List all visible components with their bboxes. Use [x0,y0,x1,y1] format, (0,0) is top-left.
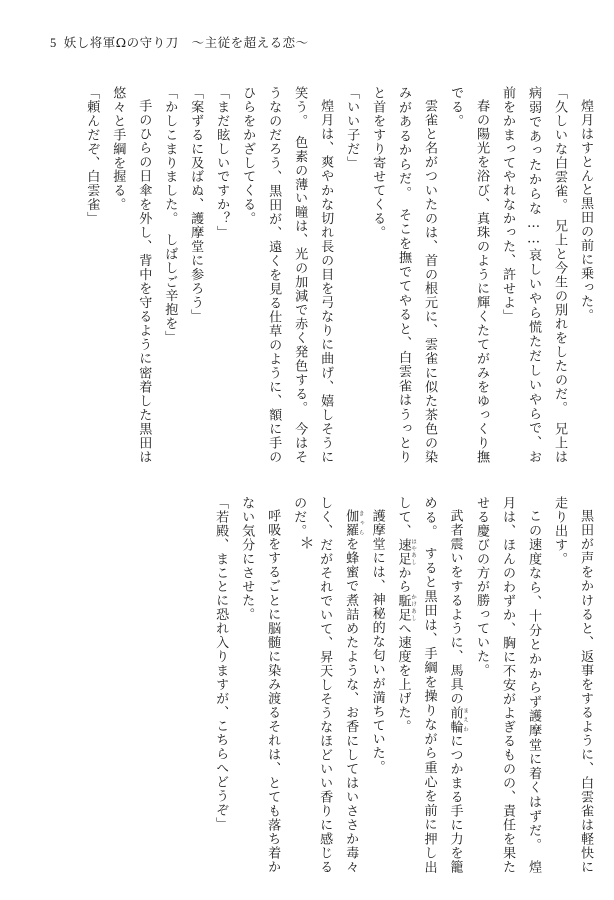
paragraph: 煌月はすとんと黒田の前に乗った。 [578,99,593,323]
paragraph-with-ruby: 武者震いをするように、馬具の前輪 まえわにつかまる手に力を籠める。 すると黒田は、手綱を操りながら重心を前に押し出して、速足 はやあしから駈足 かけあしへ速度を上げた。 [395,496,469,875]
ruby-reading: かけあし [410,593,417,622]
book-title: 妖し将軍Ωの守り刀 〜主従を超える恋〜 [63,35,309,50]
ruby-annotation: 速足 はやあし [395,537,417,566]
paragraph: 手のひらの日傘を外し、背中を守るように密着した黒田は悠々と手綱を握る。 [110,86,152,464]
page-folio-number: 5 [50,36,57,50]
paragraph: 雲雀と名がついたのは、首の根元に、雲雀に似た茶色の染みがあるからだ。 そこを撫でてやると、白雲雀はうっとりと首をすり寄せてくる。 [370,86,438,464]
paragraph: 「久しいな白雲雀。 兄上と今生の別れをしたのだ。 兄上は病弱であったからな……哀しいやら慌ただしいやらで、お前をかまってやれなかった、許せよ」 [500,86,568,464]
paragraph: 「いい子だ」 [344,86,360,170]
paragraph: 護摩堂には、神秘的な匂いが満ちていた。 [369,509,385,775]
ruby-reading: はやあし [410,537,417,566]
paragraph-with-ruby: 伽羅 きゃらを蜂蜜で煮詰めたような、お香にしてはいささか毒々しく、だがそれでいて、昇天しそうなほどいい香りに感じるのだ。 [291,496,364,875]
running-header [50,33,309,51]
paragraph: 黒田が声をかけると、返事をするように、白雲雀は軽快に走り出す。 [552,496,593,874]
paragraph: 春の陽光を浴び、真珠のように輝くたてがみをゆっくり撫でる。 [448,86,490,464]
ruby-annotation: 駈足 かけあし [395,593,417,622]
body-text-block-lower [32,496,598,874]
ruby-reading: きゃら [357,509,364,538]
scene-divider: ＊ [299,534,315,552]
body-text-block-upper [32,86,598,464]
ruby-annotation: 伽羅 きゃら [343,509,364,538]
paragraph: 「若殿、まことに恐れ入りますが、こちらへどうぞ」 [213,496,229,831]
paragraph: 「かしこまりました。 しばしご辛抱を」 [162,86,178,345]
paragraph: 「まだ眩しいですか？」 [214,86,230,240]
paragraph: 煌月は、爽やかな切れ長の目を弓なりに曲げ、嬉しそうに笑う。 色素の薄い瞳は、光の加減で赤く発色する。 今はそうなのだろう、黒田が、遠くを見る仕草のように、額に手のひらをかざしてくる。 [240,86,334,464]
paragraph: この速度なら、十分とかからず護摩堂に着くはずだ。 煌月は、ほんのわずか、胸に不安がよぎるものの、責任を果たせる慶びの方が勝っていた。 [474,496,542,874]
paragraph: 「案ずるに及ばぬ、護摩堂に参ろう」 [188,86,204,324]
paragraph: 呼吸をするごとに脳髄に染み渡るそれは、とても落ち着かない気分にさせた。 [239,496,281,874]
ruby-annotation: 前輪 まえわ [447,705,469,734]
paragraph: 「頼んだぞ、白雲雀」 [84,86,100,226]
ruby-reading: まえわ [462,705,469,734]
